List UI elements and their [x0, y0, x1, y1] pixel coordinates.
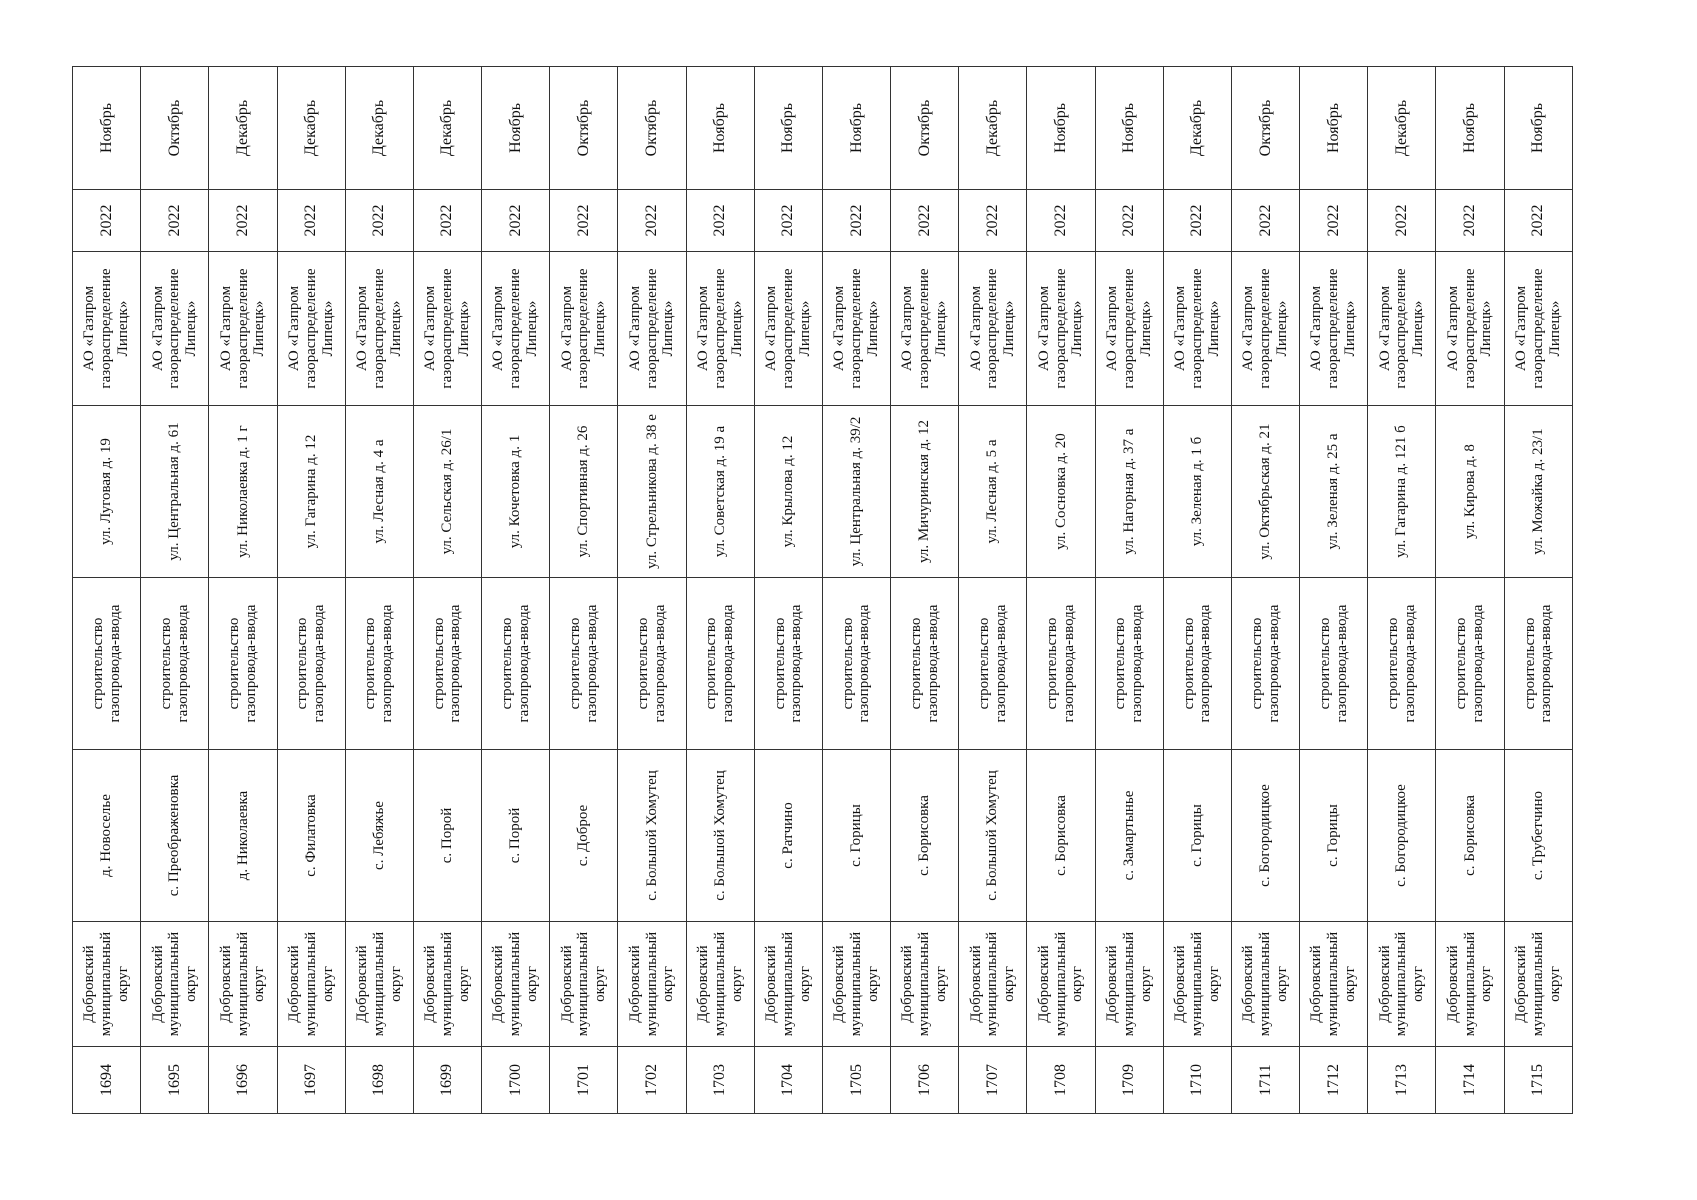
- cell-settlement: с. Преображеновка: [141, 750, 209, 922]
- cell-district: Добровский муниципальный округ: [141, 922, 209, 1047]
- cell-organization: АО «Газпром газораспределение Липецк»: [1231, 252, 1299, 406]
- cell-district: Добровский муниципальный округ: [1027, 922, 1095, 1047]
- cell-district: Добровский муниципальный округ: [550, 922, 618, 1047]
- cell-organization: АО «Газпром газораспределение Липецк»: [413, 252, 481, 406]
- cell-settlement: д. Николаевка: [209, 750, 277, 922]
- cell-work: строительство газопровода-ввода: [1231, 578, 1299, 750]
- cell-organization: АО «Газпром газораспределение Липецк»: [141, 252, 209, 406]
- cell-settlement: с. Филатовка: [277, 750, 345, 922]
- cell-year: 2022: [1027, 190, 1095, 252]
- cell-number: 1713: [1368, 1047, 1436, 1114]
- table-row: [1300, 67, 1368, 1114]
- cell-organization: АО «Газпром газораспределение Липецк»: [959, 252, 1027, 406]
- cell-district: Добровский муниципальный округ: [822, 922, 890, 1047]
- cell-year: 2022: [413, 190, 481, 252]
- cell-number: 1702: [618, 1047, 686, 1114]
- cell-settlement: с. Борисовка: [1436, 750, 1504, 922]
- table-row: [618, 67, 686, 1114]
- cell-work: строительство газопровода-ввода: [209, 578, 277, 750]
- cell-organization: АО «Газпром газораспределение Липецк»: [345, 252, 413, 406]
- cell-number: 1700: [482, 1047, 550, 1114]
- cell-work: строительство газопровода-ввода: [686, 578, 754, 750]
- cell-month: Октябрь: [141, 67, 209, 190]
- cell-address: ул. Крылова д. 12: [754, 406, 822, 578]
- cell-month: Декабрь: [413, 67, 481, 190]
- cell-work: строительство газопровода-ввода: [822, 578, 890, 750]
- cell-district: Добровский муниципальный округ: [482, 922, 550, 1047]
- cell-address: ул. Нагорная д. 37 а: [1095, 406, 1163, 578]
- cell-address: ул. Гагарина д. 12: [277, 406, 345, 578]
- cell-organization: АО «Газпром газораспределение Липецк»: [1368, 252, 1436, 406]
- cell-work: строительство газопровода-ввода: [413, 578, 481, 750]
- cell-work: строительство газопровода-ввода: [482, 578, 550, 750]
- cell-settlement: с. Доброе: [550, 750, 618, 922]
- cell-number: 1694: [73, 1047, 141, 1114]
- table-row: [822, 67, 890, 1114]
- cell-settlement: с. Трубетчино: [1504, 750, 1572, 922]
- cell-district: Добровский муниципальный округ: [1095, 922, 1163, 1047]
- cell-year: 2022: [209, 190, 277, 252]
- cell-organization: АО «Газпром газораспределение Липецк»: [891, 252, 959, 406]
- gas-connection-table: [72, 66, 1573, 1114]
- cell-organization: АО «Газпром газораспределение Липецк»: [618, 252, 686, 406]
- cell-organization: АО «Газпром газораспределение Липецк»: [482, 252, 550, 406]
- cell-year: 2022: [754, 190, 822, 252]
- cell-month: Ноябрь: [1300, 67, 1368, 190]
- cell-month: Декабрь: [1163, 67, 1231, 190]
- cell-work: строительство газопровода-ввода: [754, 578, 822, 750]
- cell-organization: АО «Газпром газораспределение Липецк»: [822, 252, 890, 406]
- cell-district: Добровский муниципальный округ: [277, 922, 345, 1047]
- cell-organization: АО «Газпром газораспределение Липецк»: [1027, 252, 1095, 406]
- cell-month: Ноябрь: [482, 67, 550, 190]
- cell-settlement: с. Большой Хомутец: [686, 750, 754, 922]
- cell-district: Добровский муниципальный округ: [1300, 922, 1368, 1047]
- cell-number: 1715: [1504, 1047, 1572, 1114]
- cell-year: 2022: [959, 190, 1027, 252]
- cell-month: Ноябрь: [1436, 67, 1504, 190]
- table-row: [1027, 67, 1095, 1114]
- cell-address: ул. Николаевка д. 1 г: [209, 406, 277, 578]
- cell-district: Добровский муниципальный округ: [1368, 922, 1436, 1047]
- cell-address: ул. Луговая д. 19: [73, 406, 141, 578]
- cell-address: ул. Мичуринская д. 12: [891, 406, 959, 578]
- cell-work: строительство газопровода-ввода: [1027, 578, 1095, 750]
- cell-month: Ноябрь: [822, 67, 890, 190]
- cell-settlement: с. Замартынье: [1095, 750, 1163, 922]
- table-row: [1163, 67, 1231, 1114]
- cell-month: Ноябрь: [73, 67, 141, 190]
- cell-settlement: с. Большой Хомутец: [959, 750, 1027, 922]
- cell-month: Ноябрь: [1504, 67, 1572, 190]
- cell-year: 2022: [1300, 190, 1368, 252]
- table-row: [1231, 67, 1299, 1114]
- table-body: [73, 67, 1573, 1114]
- cell-year: 2022: [1368, 190, 1436, 252]
- cell-year: 2022: [141, 190, 209, 252]
- cell-address: ул. Кирова д. 8: [1436, 406, 1504, 578]
- cell-organization: АО «Газпром газораспределение Липецк»: [1300, 252, 1368, 406]
- cell-year: 2022: [1163, 190, 1231, 252]
- cell-work: строительство газопровода-ввода: [1095, 578, 1163, 750]
- cell-month: Октябрь: [1231, 67, 1299, 190]
- cell-address: ул. Гагарина д. 121 б: [1368, 406, 1436, 578]
- cell-settlement: с. Ратчино: [754, 750, 822, 922]
- document-page: [72, 67, 1573, 1114]
- cell-settlement: с. Горицы: [1300, 750, 1368, 922]
- cell-organization: АО «Газпром газораспределение Липецк»: [686, 252, 754, 406]
- cell-year: 2022: [822, 190, 890, 252]
- cell-month: Декабрь: [345, 67, 413, 190]
- cell-district: Добровский муниципальный округ: [413, 922, 481, 1047]
- cell-district: Добровский муниципальный округ: [754, 922, 822, 1047]
- cell-month: Ноябрь: [1027, 67, 1095, 190]
- cell-work: строительство газопровода-ввода: [550, 578, 618, 750]
- cell-year: 2022: [618, 190, 686, 252]
- table-row: [345, 67, 413, 1114]
- cell-organization: АО «Газпром газораспределение Липецк»: [550, 252, 618, 406]
- cell-address: ул. Сосновка д. 20: [1027, 406, 1095, 578]
- cell-year: 2022: [1231, 190, 1299, 252]
- cell-address: ул. Зеленая д. 25 а: [1300, 406, 1368, 578]
- cell-year: 2022: [277, 190, 345, 252]
- cell-year: 2022: [482, 190, 550, 252]
- cell-number: 1709: [1095, 1047, 1163, 1114]
- cell-work: строительство газопровода-ввода: [141, 578, 209, 750]
- table-row: [686, 67, 754, 1114]
- cell-district: Добровский муниципальный округ: [1436, 922, 1504, 1047]
- cell-number: 1711: [1231, 1047, 1299, 1114]
- cell-number: 1707: [959, 1047, 1027, 1114]
- cell-organization: АО «Газпром газораспределение Липецк»: [1163, 252, 1231, 406]
- cell-settlement: с. Порой: [482, 750, 550, 922]
- cell-settlement: с. Порой: [413, 750, 481, 922]
- cell-work: строительство газопровода-ввода: [1504, 578, 1572, 750]
- cell-number: 1696: [209, 1047, 277, 1114]
- table-row: [141, 67, 209, 1114]
- cell-month: Декабрь: [959, 67, 1027, 190]
- cell-address: ул. Сельская д. 26/1: [413, 406, 481, 578]
- cell-address: ул. Советская д. 19 а: [686, 406, 754, 578]
- table-row: [482, 67, 550, 1114]
- cell-number: 1712: [1300, 1047, 1368, 1114]
- table-row: [891, 67, 959, 1114]
- cell-number: 1705: [822, 1047, 890, 1114]
- cell-work: строительство газопровода-ввода: [345, 578, 413, 750]
- cell-number: 1701: [550, 1047, 618, 1114]
- cell-number: 1704: [754, 1047, 822, 1114]
- cell-month: Ноябрь: [754, 67, 822, 190]
- cell-month: Декабрь: [209, 67, 277, 190]
- cell-number: 1695: [141, 1047, 209, 1114]
- cell-district: Добровский муниципальный округ: [891, 922, 959, 1047]
- cell-year: 2022: [345, 190, 413, 252]
- cell-district: Добровский муниципальный округ: [1231, 922, 1299, 1047]
- cell-number: 1710: [1163, 1047, 1231, 1114]
- cell-district: Добровский муниципальный округ: [1163, 922, 1231, 1047]
- cell-work: строительство газопровода-ввода: [277, 578, 345, 750]
- cell-address: ул. Зеленая д. 1 б: [1163, 406, 1231, 578]
- cell-address: ул. Центральная д. 39/2: [822, 406, 890, 578]
- cell-address: ул. Спортивная д. 26: [550, 406, 618, 578]
- cell-year: 2022: [891, 190, 959, 252]
- cell-month: Октябрь: [550, 67, 618, 190]
- cell-organization: АО «Газпром газораспределение Липецк»: [754, 252, 822, 406]
- cell-district: Добровский муниципальный округ: [209, 922, 277, 1047]
- cell-work: строительство газопровода-ввода: [1368, 578, 1436, 750]
- cell-year: 2022: [1095, 190, 1163, 252]
- cell-organization: АО «Газпром газораспределение Липецк»: [277, 252, 345, 406]
- table-row: [1504, 67, 1572, 1114]
- cell-number: 1698: [345, 1047, 413, 1114]
- table-row: [959, 67, 1027, 1114]
- cell-month: Ноябрь: [1095, 67, 1163, 190]
- cell-organization: АО «Газпром газораспределение Липецк»: [209, 252, 277, 406]
- cell-district: Добровский муниципальный округ: [73, 922, 141, 1047]
- cell-number: 1714: [1436, 1047, 1504, 1114]
- cell-district: Добровский муниципальный округ: [618, 922, 686, 1047]
- cell-district: Добровский муниципальный округ: [1504, 922, 1572, 1047]
- cell-year: 2022: [73, 190, 141, 252]
- table-row: [209, 67, 277, 1114]
- table-row: [1436, 67, 1504, 1114]
- cell-work: строительство газопровода-ввода: [73, 578, 141, 750]
- cell-work: строительство газопровода-ввода: [959, 578, 1027, 750]
- cell-address: ул. Октябрьская д. 21: [1231, 406, 1299, 578]
- cell-address: ул. Лесная д. 4 а: [345, 406, 413, 578]
- cell-month: Октябрь: [618, 67, 686, 190]
- table-row: [754, 67, 822, 1114]
- cell-address: ул. Можайка д. 23/1: [1504, 406, 1572, 578]
- table-row: [1095, 67, 1163, 1114]
- table-row: [550, 67, 618, 1114]
- cell-settlement: с. Горицы: [822, 750, 890, 922]
- cell-work: строительство газопровода-ввода: [1163, 578, 1231, 750]
- cell-address: ул. Лесная д. 5 а: [959, 406, 1027, 578]
- cell-year: 2022: [1436, 190, 1504, 252]
- cell-settlement: с. Богородицкое: [1368, 750, 1436, 922]
- cell-work: строительство газопровода-ввода: [618, 578, 686, 750]
- cell-settlement: с. Борисовка: [1027, 750, 1095, 922]
- cell-work: строительство газопровода-ввода: [1300, 578, 1368, 750]
- cell-address: ул. Центральная д. 61: [141, 406, 209, 578]
- cell-settlement: д. Новоселье: [73, 750, 141, 922]
- cell-settlement: с. Горицы: [1163, 750, 1231, 922]
- cell-year: 2022: [550, 190, 618, 252]
- cell-address: ул. Стрельникова д. 38 е: [618, 406, 686, 578]
- cell-organization: АО «Газпром газораспределение Липецк»: [73, 252, 141, 406]
- cell-number: 1697: [277, 1047, 345, 1114]
- cell-organization: АО «Газпром газораспределение Липецк»: [1095, 252, 1163, 406]
- cell-district: Добровский муниципальный округ: [345, 922, 413, 1047]
- cell-year: 2022: [686, 190, 754, 252]
- cell-month: Октябрь: [891, 67, 959, 190]
- cell-settlement: с. Борисовка: [891, 750, 959, 922]
- table-row: [1368, 67, 1436, 1114]
- cell-settlement: с. Большой Хомутец: [618, 750, 686, 922]
- cell-organization: АО «Газпром газораспределение Липецк»: [1436, 252, 1504, 406]
- cell-year: 2022: [1504, 190, 1572, 252]
- cell-number: 1699: [413, 1047, 481, 1114]
- cell-settlement: с. Богородицкое: [1231, 750, 1299, 922]
- cell-number: 1706: [891, 1047, 959, 1114]
- cell-organization: АО «Газпром газораспределение Липецк»: [1504, 252, 1572, 406]
- cell-month: Декабрь: [1368, 67, 1436, 190]
- table-row: [73, 67, 141, 1114]
- cell-work: строительство газопровода-ввода: [1436, 578, 1504, 750]
- cell-month: Ноябрь: [686, 67, 754, 190]
- cell-month: Декабрь: [277, 67, 345, 190]
- cell-work: строительство газопровода-ввода: [891, 578, 959, 750]
- cell-address: ул. Кочетовка д. 1: [482, 406, 550, 578]
- cell-number: 1703: [686, 1047, 754, 1114]
- table-row: [413, 67, 481, 1114]
- cell-district: Добровский муниципальный округ: [686, 922, 754, 1047]
- table-row: [277, 67, 345, 1114]
- cell-district: Добровский муниципальный округ: [959, 922, 1027, 1047]
- cell-number: 1708: [1027, 1047, 1095, 1114]
- cell-settlement: с. Лебяжье: [345, 750, 413, 922]
